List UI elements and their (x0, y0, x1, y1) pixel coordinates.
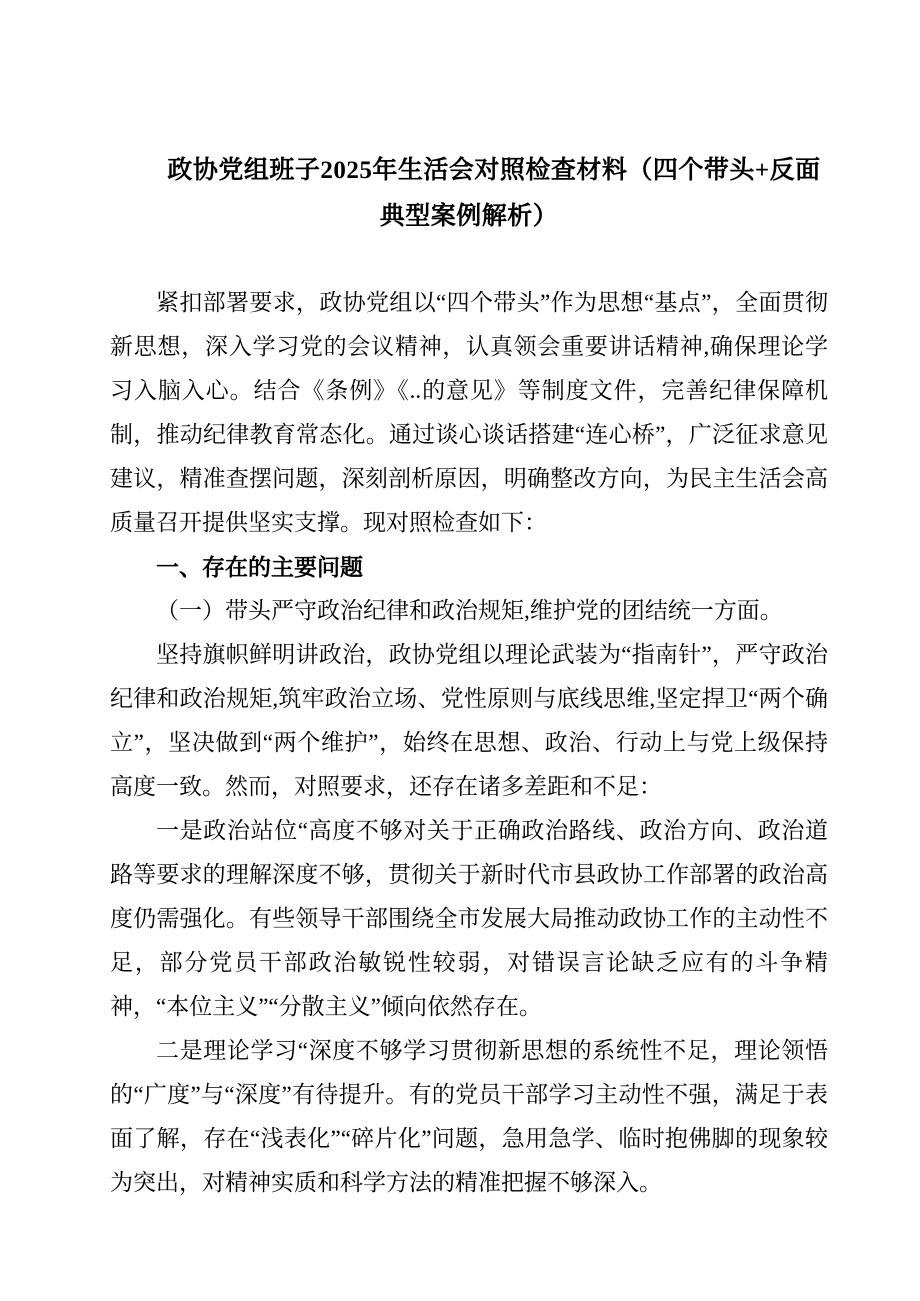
paragraph-point-one: 一是政治站位“高度不够对关于正确政治路线、政治方向、政治道路等要求的理解深度不够，贯彻关于新时代市县政协工作部署的政治高度仍需强化。有些领导干部围绕全市发展大局推动政协工作的主动性不足，部分党员干部政治敏锐性较弱，对错误言论缺乏应有的斗争精神，“本位主义”“分散主义”倾向依然存在。 (110, 818, 828, 1019)
paragraph-political-discipline: 坚持旗帜鲜明讲政治，政协党组以理论武装为“指南针”，严守政治纪律和政治规矩,筑牢政治立场、党性原则与底线思维,坚定捍卫“两个确立”，坚决做到“两个维护”，始终在思想、政治、行动上与党上级保持高度一致。然而，对照要求，还存在诸多差距和不足： (110, 642, 828, 799)
intro-paragraph: 紧扣部署要求，政协党组以“四个带头”作为思想“基点”，全面贯彻新思想，深入学习党的会议精神，认真领会重要讲话精神,确保理论学习入脑入心。结合《条例》《..的意见》等制度文件，完善纪律保障机制，推动纪律教育常态化。通过谈心谈话搭建“连心桥”，广泛征求意见建议，精准查摆问题，深刻剖析原因，明确整改方向，为民主生活会高质量召开提供坚实支撑。现对照检查如下： (110, 290, 828, 535)
section-heading-main-problems: 一、存在的主要问题 (156, 554, 363, 580)
paragraph-point-two: 二是理论学习“深度不够学习贯彻新思想的系统性不足，理论领悟的“广度”与“深度”有待提升。有的党员干部学习主动性不强，满足于表面了解，存在“浅表化”“碎片化”问题，急用急学、临时抱佛脚的现象较为突出，对精神实质和科学方法的精准把握不够深入。 (110, 1038, 828, 1195)
document-title: 政协党组班子2025年生活会对照检查材料（四个带头+反面典型案例解析） (167, 157, 821, 230)
subsection-heading-political-discipline: （一）带头严守政治纪律和政治规矩,维护党的团结统一方面。 (156, 598, 783, 623)
